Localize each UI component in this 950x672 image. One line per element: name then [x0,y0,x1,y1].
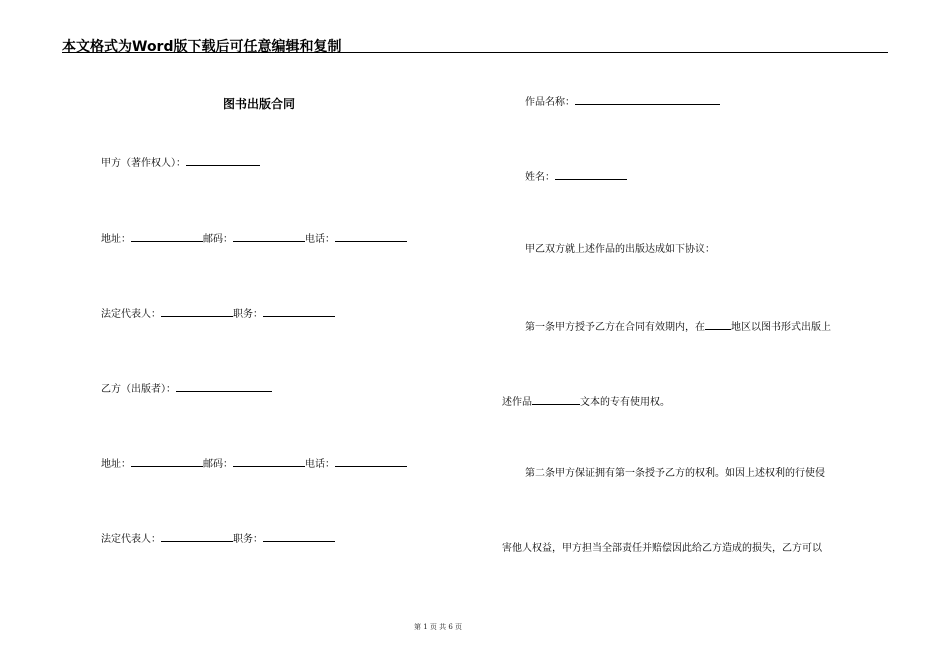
address-label: 地址： [101,234,131,245]
rep-label: 法定代表人： [101,534,161,545]
page-number: 第 1 页 共 6 页 [414,623,463,631]
party-a-rep-line [101,305,335,322]
party-a-blank[interactable] [186,154,260,166]
work-name-line [525,93,720,110]
phone-label: 电话： [305,459,335,470]
article-1-text-d: 文本的专有使用权。 [580,397,670,408]
article-1-text-c: 述作品 [502,397,532,408]
postcode-label: 邮码： [203,234,233,245]
address-blank[interactable] [131,455,203,467]
article-1-text-b: 地区以图书形式出版上 [731,322,831,333]
party-b-blank[interactable] [176,380,272,392]
party-a-label: 甲方（著作权人）： [101,158,186,169]
article-2-line-1: 第二条甲方保证拥有第一条授予乙方的权利。如因上述权利的行使侵 [525,468,825,479]
name-label: 姓名： [525,172,555,183]
postcode-blank[interactable] [233,230,305,242]
article-1-text-a: 第一条甲方授予乙方在合同有效期内，在 [525,322,705,333]
rep-blank[interactable] [161,530,233,542]
phone-blank[interactable] [335,230,407,242]
position-blank[interactable] [263,530,335,542]
article-2-line-2: 害他人权益，甲方担当全部责任并赔偿因此给乙方造成的损失，乙方可以 [502,543,822,554]
document-title: 图书出版合同 [223,97,296,111]
postcode-blank[interactable] [233,455,305,467]
article-1-line-2 [502,393,670,410]
party-a-line [101,154,260,171]
article-1-line-1 [525,318,831,335]
download-banner: 本文格式为Word版下载后可任意编辑和复制 [62,39,342,55]
party-a-address-line [101,230,407,247]
name-line [525,168,627,185]
party-b-label: 乙方（出版者）： [101,384,176,395]
position-blank[interactable] [263,305,335,317]
rep-blank[interactable] [161,305,233,317]
agreement-intro: 甲乙双方就上述作品的出版达成如下协议： [525,244,715,255]
header-divider [62,52,888,53]
party-b-rep-line [101,530,335,547]
position-label: 职务： [233,309,263,320]
phone-blank[interactable] [335,455,407,467]
work-name-blank[interactable] [575,93,720,105]
name-blank[interactable] [555,168,627,180]
region-blank[interactable] [705,318,731,330]
work-name-label: 作品名称： [525,97,575,108]
language-blank[interactable] [532,393,580,405]
phone-label: 电话： [305,234,335,245]
party-b-address-line [101,455,407,472]
party-b-line [101,380,272,397]
rep-label: 法定代表人： [101,309,161,320]
address-label: 地址： [101,459,131,470]
position-label: 职务： [233,534,263,545]
address-blank[interactable] [131,230,203,242]
postcode-label: 邮码： [203,459,233,470]
